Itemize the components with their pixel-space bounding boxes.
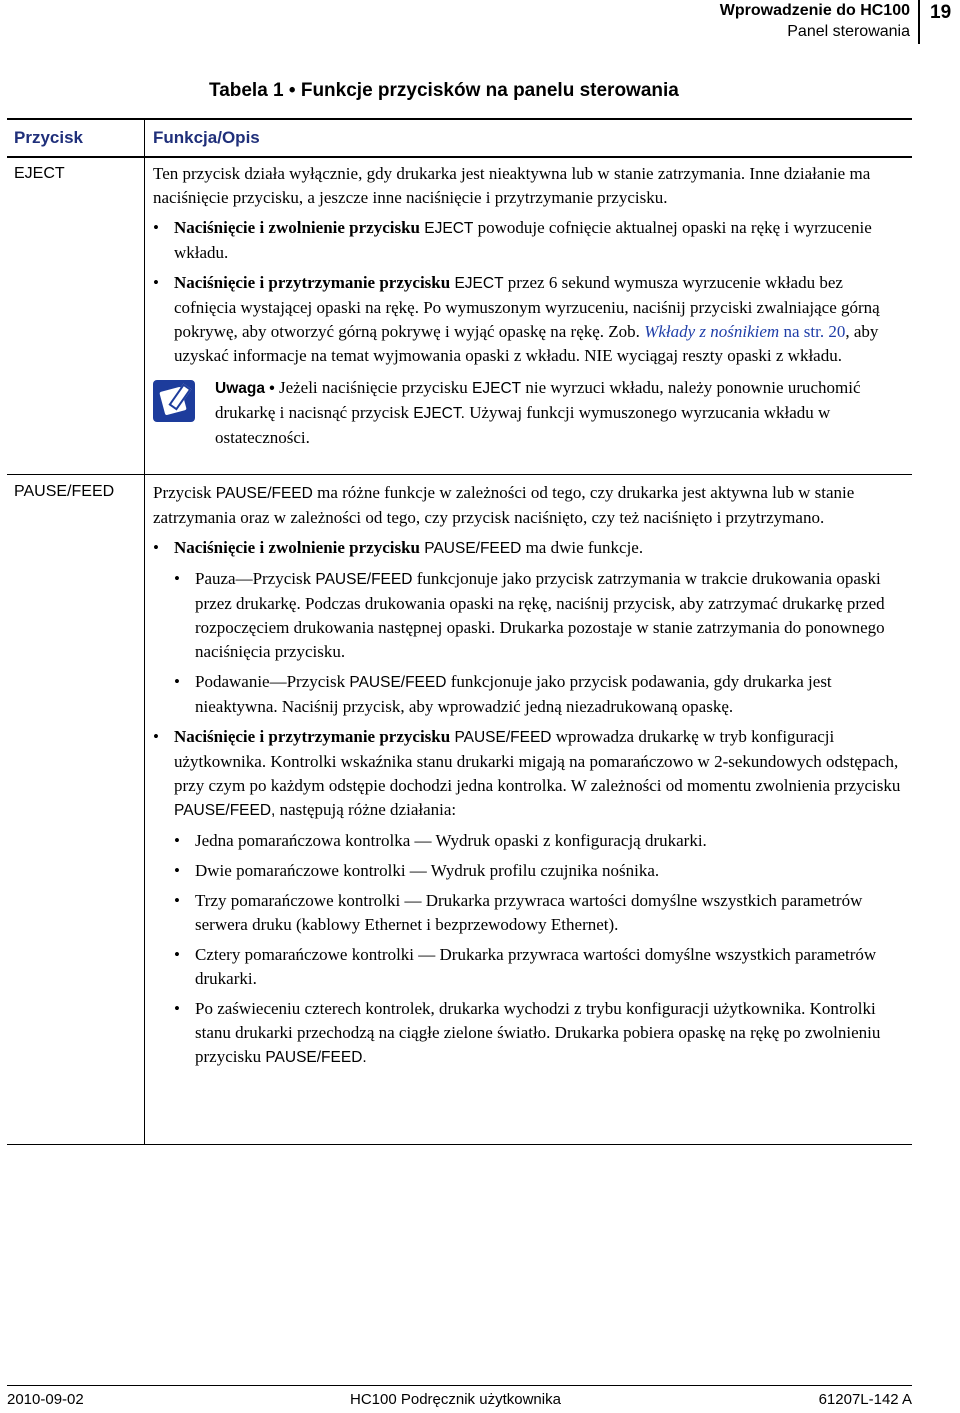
eject-intro: Ten przycisk działa wyłącznie, gdy drukarka jest nieaktywna lub w stanie zatrzymania. Inne działanie ma naciśnięcie przycisku, a jeszcze inne naciśnięcie i przytrzymanie przycisku. [153, 164, 871, 207]
eject-bullet-press: • Naciśnięcie i zwolnienie przycisku EJECT powoduje cofnięcie aktualnej opaski na rękę i wyrzucenie wkładu. [153, 216, 905, 265]
table-top-rule [7, 118, 912, 120]
pause-bullet-hold: • Naciśnięcie i przytrzymanie przycisku PAUSE/FEED wprowadza drukarkę w tryb konfiguracji użytkownika. Kontrolki wskaźnika stanu drukarki migają na pomarańczowo w 2-sekundowych odstępach, przy czym po każdym odstępie dochodzi jedna kontrolka. W zależności od momentu zwolnienia przycisku PAUSE/FEED, następują różne działania: [153, 725, 905, 823]
note-icon [153, 380, 195, 422]
config-item-2: • Dwie pomarańczowe kontrolki — Wydruk profilu czujnika nośnika. [153, 859, 905, 883]
footer-doc-id: 61207L-142 A [818, 1391, 912, 1408]
config-item-1: • Jedna pomarańczowa kontrolka — Wydruk opaski z konfiguracją drukarki. [153, 829, 905, 853]
eject-description [153, 162, 905, 450]
pause-subbullet-pause: • Pauza—Przycisk PAUSE/FEED funkcjonuje jako przycisk zatrzymania w trakcie drukowania opaski przez drukarkę. Podczas drukowania opaski na rękę, naciśnij przycisk, aby zatrzymać drukarkę przed rozpoczęciem drukowania następnej opaski. Drukarka pozostaje w stanie zatrzymania do ponownego naciśnięcia przycisku. [153, 567, 905, 664]
pause-bullet-press: • Naciśnięcie i zwolnienie przycisku PAUSE/FEED ma dwie funkcje. [153, 536, 905, 561]
eject-note [153, 376, 905, 450]
table-title: Tabela 1 • Funkcje przycisków na panelu sterowania [209, 80, 679, 101]
eject-bullet-hold: • Naciśnięcie i przytrzymanie przycisku EJECT przez 6 sekund wymusza wyrzucenie wkładu bez cofnięcia wystającej opaski na rękę. Po wymuszonym wyrzuceniu, naciśnij przyciski zwalniające górną pokrywę, aby otworzyć górną pokrywę i wyjąć opaskę na rękę. Zob. Wkłady z nośnikiem na str. 20, aby uzyskać informacje na temat wyjmowania opaski z wkładu. NIE wyciągaj reszty opaski z wkładu. [153, 271, 905, 368]
config-item-3: • Trzy pomarańczowe kontrolki — Drukarka przywraca wartości domyślne wszystkich parametrów serwera druku (kablowy Ethernet i bezprzewodowy Ethernet). [153, 889, 905, 937]
page-number: 19 [930, 2, 952, 23]
running-header [720, 0, 910, 42]
link-page-prefix[interactable]: na str. [783, 322, 825, 341]
section-title: Panel sterowania [787, 23, 910, 40]
pause-intro: Przycisk PAUSE/FEED ma różne funkcje w zależności od tego, czy drukarka jest aktywna lub w stanie zatrzymania oraz w zależności od tego, czy przycisk naciśnięto, czy też naciśnięto i przytrzymano. [153, 483, 855, 527]
footer-rule [7, 1385, 912, 1386]
table-bottom-rule [7, 1144, 912, 1145]
link-media-cartridges[interactable]: Wkłady z nośnikiem [644, 322, 780, 341]
header-divider [918, 0, 920, 44]
config-item-5: • Po zaświeceniu czterech kontrolek, drukarka wychodzi z trybu konfiguracji użytkownika. Kontrolki stanu drukarki przechodzą na ciągłe zielone światło. Drukarka pobiera opaskę na rękę po zwolnieniu przycisku PAUSE/FEED. [153, 997, 905, 1070]
row-label-eject: EJECT [14, 165, 65, 182]
footer-manual-title: HC100 Podręcznik użytkownika [350, 1391, 561, 1408]
pause-feed-description [153, 481, 905, 1070]
table-header-rule [7, 156, 912, 158]
column-header-button: Przycisk [14, 128, 83, 147]
column-header-function: Funkcja/Opis [153, 128, 260, 147]
row-label-pause-feed: PAUSE/FEED [14, 483, 115, 500]
footer-date: 2010-09-02 [7, 1391, 84, 1408]
link-page-number[interactable]: 20 [828, 322, 846, 341]
table-row-rule [7, 474, 912, 475]
pause-subbullet-feed: • Podawanie—Przycisk PAUSE/FEED funkcjonuje jako przycisk podawania, gdy drukarka jest nieaktywna. Naciśnij przycisk, aby wprowadzić jedną niezadrukowaną opaskę. [153, 670, 905, 719]
config-item-4: • Cztery pomarańczowe kontrolki — Drukarka przywraca wartości domyślne wszystkich parametrów drukarki. [153, 943, 905, 991]
chapter-title: Wprowadzenie do HC100 [719, 2, 910, 19]
note-text: Uwaga • Jeżeli naciśnięcie przycisku EJECT nie wyrzuci wkładu, należy ponownie uruchomić drukarkę i nacisnąć przycisk EJECT. Używaj funkcji wymuszonego wyrzucania wkładu w ostateczności. [215, 378, 861, 447]
table-column-divider [144, 118, 145, 1145]
